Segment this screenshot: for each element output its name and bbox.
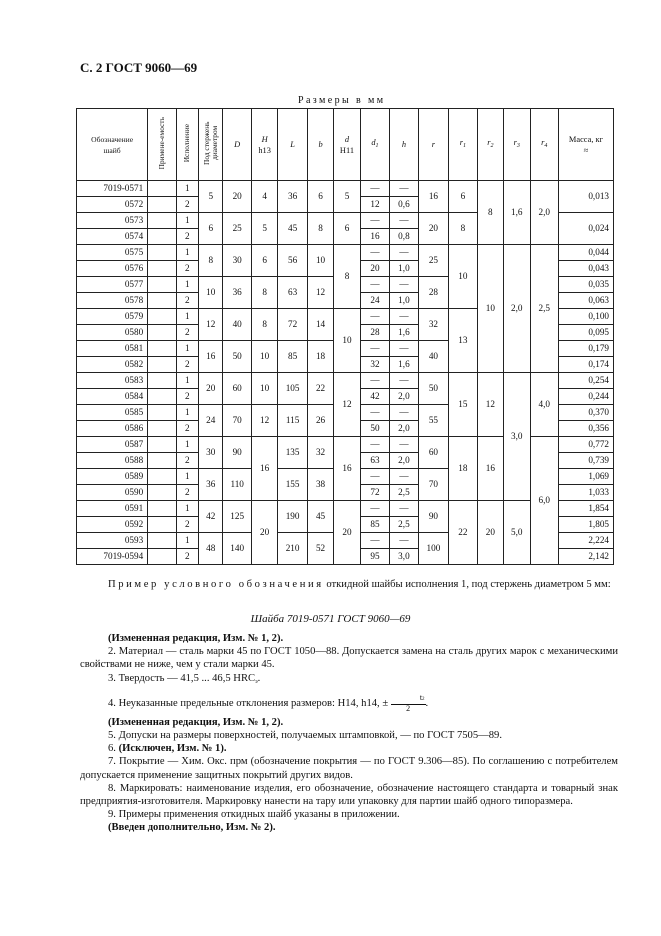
cell-r: 50 (418, 373, 449, 405)
header-designation: Обозначение шайб (77, 109, 148, 181)
cell-rod: 36 (199, 469, 223, 501)
cell-b: 12 (307, 277, 333, 309)
cell-r3: 1,6 (504, 181, 530, 245)
cell-d1: 85 (360, 517, 389, 533)
cell-mass: 0,100 (558, 309, 613, 325)
cell-h: 2,5 (390, 517, 418, 533)
cell-execution: 1 (176, 213, 198, 229)
cell-applicability (148, 245, 176, 261)
cell-d1: 20 (360, 261, 389, 277)
cell-designation: 7019-0571 (77, 181, 148, 197)
cell-designation: 0586 (77, 421, 148, 437)
cell-l: 72 (278, 309, 307, 341)
cell-mass: 2,224 (558, 533, 613, 549)
cell-d: 40 (223, 309, 251, 341)
cell-d1: 95 (360, 549, 389, 565)
header-d1: $d_1$ (360, 109, 389, 181)
cell-applicability (148, 309, 176, 325)
cell-applicability (148, 229, 176, 245)
cell-applicability (148, 485, 176, 501)
cell-d1: 63 (360, 453, 389, 469)
cell-designation: 0574 (77, 229, 148, 245)
cell-r1: 8 (449, 213, 477, 245)
cell-d1: — (360, 213, 389, 229)
cell-execution: 2 (176, 421, 198, 437)
cell-rod: 12 (199, 309, 223, 341)
cell-designation: 0584 (77, 389, 148, 405)
cell-d: 90 (223, 437, 251, 469)
cell-rod: 30 (199, 437, 223, 469)
cell-designation: 0590 (77, 485, 148, 501)
cell-r3: 3,0 (504, 373, 530, 501)
cell-d1: — (360, 469, 389, 485)
cell-h: — (390, 213, 418, 229)
cell-rod: 16 (199, 341, 223, 373)
cell-d1: 42 (360, 389, 389, 405)
cell-d1: 12 (360, 197, 389, 213)
cell-d: 12 (334, 373, 360, 437)
cell-applicability (148, 469, 176, 485)
cell-mass: 0,370 (558, 405, 613, 421)
cell-mass: 0,244 (558, 389, 613, 405)
dimensions-table (76, 108, 614, 565)
cell-r4: 6,0 (530, 437, 558, 565)
cell-rod: 5 (199, 181, 223, 213)
cell-mass: 0,013 (558, 181, 613, 213)
header-r1: $r_1$ (449, 109, 477, 181)
cell-b: 22 (307, 373, 333, 405)
units-caption: Размеры в мм (298, 95, 386, 106)
cell-applicability (148, 549, 176, 565)
header-b: b (307, 109, 333, 181)
cell-mass: 0,739 (558, 453, 613, 469)
cell-r1: 22 (449, 501, 477, 565)
cell-h: 8 (251, 277, 277, 309)
cell-l: 85 (278, 341, 307, 373)
header-L: L (278, 109, 307, 181)
header-r4: $r_4$ (530, 109, 558, 181)
cell-execution: 2 (176, 453, 198, 469)
cell-d: 10 (334, 309, 360, 373)
cell-mass: 1,033 (558, 485, 613, 501)
header-D: D (223, 109, 251, 181)
cell-execution: 1 (176, 469, 198, 485)
cell-d1: — (360, 501, 389, 517)
cell-d: 110 (223, 469, 251, 501)
cell-d1: — (360, 405, 389, 421)
cell-execution: 1 (176, 373, 198, 389)
header-applicability: Примене-емость (148, 109, 176, 181)
tolerance-fraction: $\frac{t2}{2}$ (391, 694, 426, 713)
cell-h: — (390, 437, 418, 453)
cell-d1: 24 (360, 293, 389, 309)
cell-r1: 13 (449, 309, 477, 373)
cell-applicability (148, 341, 176, 357)
header-H: H h13 (251, 109, 277, 181)
cell-r1: 15 (449, 373, 477, 437)
cell-applicability (148, 197, 176, 213)
cell-execution: 2 (176, 325, 198, 341)
cell-h: 8 (251, 309, 277, 341)
cell-rod: 48 (199, 533, 223, 565)
cell-h: — (390, 245, 418, 261)
table-body (77, 181, 614, 565)
document-paragraphs (80, 632, 618, 835)
paragraph-4: 4. Неуказанные предельные отклонения размеров: H14, h14, ± $\frac{t2}{2}$. (108, 692, 429, 713)
table-row (77, 437, 614, 453)
cell-execution: 2 (176, 261, 198, 277)
cell-designation: 0578 (77, 293, 148, 309)
cell-designation: 0575 (77, 245, 148, 261)
document-body (80, 578, 618, 591)
cell-r1: 10 (449, 245, 477, 309)
cell-b: 14 (307, 309, 333, 341)
paragraph-2: 2. Материал — сталь марки 45 по ГОСТ 1050—88. Допускается замена на сталь других марок с механическими свойствами не ниже, чем у стали марки 45. (80, 646, 618, 671)
cell-r4: 4,0 (530, 373, 558, 437)
cell-execution: 1 (176, 501, 198, 517)
cell-h: 0,8 (390, 229, 418, 245)
cell-h: 12 (251, 405, 277, 437)
header-r: r (418, 109, 449, 181)
cell-mass: 1,854 (558, 501, 613, 517)
cell-mass: 0,063 (558, 293, 613, 309)
cell-execution: 1 (176, 245, 198, 261)
cell-d: 125 (223, 501, 251, 533)
cell-applicability (148, 517, 176, 533)
cell-applicability (148, 501, 176, 517)
cell-d1: 28 (360, 325, 389, 341)
cell-r2: 16 (477, 437, 503, 501)
cell-h: — (390, 533, 418, 549)
cell-execution: 2 (176, 357, 198, 373)
paragraph-3: 3. Твердость — 41,5 ... 46,5 $HRC_э$. (108, 672, 261, 685)
cell-h: 10 (251, 373, 277, 405)
cell-rod: 8 (199, 245, 223, 277)
cell-h: 1,6 (390, 357, 418, 373)
cell-execution: 1 (176, 405, 198, 421)
cell-r: 25 (418, 245, 449, 277)
cell-r2: 20 (477, 501, 503, 565)
cell-applicability (148, 533, 176, 549)
cell-execution: 1 (176, 181, 198, 197)
cell-r2: 8 (477, 181, 503, 245)
cell-h: 1,0 (390, 261, 418, 277)
header-r2: $r_2$ (477, 109, 503, 181)
cell-d: 5 (334, 181, 360, 213)
cell-mass: 0,044 (558, 245, 613, 261)
cell-r1: 18 (449, 437, 477, 501)
cell-d: 30 (223, 245, 251, 277)
cell-h: 3,0 (390, 549, 418, 565)
cell-d1: — (360, 373, 389, 389)
cell-h: 2,5 (390, 485, 418, 501)
cell-mass: 1,069 (558, 469, 613, 485)
cell-designation: 0582 (77, 357, 148, 373)
revision-note-2: (Измененная редакция, Изм. № 1, 2). (108, 716, 284, 728)
paragraph-8: 8. Маркировать: наименование изделия, его обозначение, обозначение настоящего стандарта и товарный знак предприятия-изготовителя. Маркировку нанести на тару или упаковку для партии шайб одного типоразмера. (80, 782, 618, 808)
cell-execution: 2 (176, 293, 198, 309)
cell-execution: 2 (176, 229, 198, 245)
cell-applicability (148, 261, 176, 277)
revision-note-1: (Измененная редакция, Изм. № 1, 2). (108, 633, 284, 644)
cell-execution: 1 (176, 309, 198, 325)
cell-d: 70 (223, 405, 251, 437)
cell-r3: 2,0 (504, 245, 530, 373)
header-rod-diameter: Под стержень диаметром (199, 109, 223, 181)
cell-mass: 0,254 (558, 373, 613, 389)
paragraph-6: 6. (Исключен, Изм. № 1). (108, 743, 227, 755)
cell-execution: 1 (176, 341, 198, 357)
example-intro: Пример условного обозначения откидной шайбы исполнения 1, под стержень диаметром 5 мм: (108, 579, 611, 590)
cell-rod: 42 (199, 501, 223, 533)
cell-d1: 32 (360, 357, 389, 373)
cell-h: — (390, 309, 418, 325)
cell-l: 45 (278, 213, 307, 245)
cell-d1: — (360, 309, 389, 325)
cell-mass: 0,772 (558, 437, 613, 453)
cell-r: 32 (418, 309, 449, 341)
cell-applicability (148, 213, 176, 229)
cell-d: 140 (223, 533, 251, 565)
cell-designation: 0588 (77, 453, 148, 469)
cell-r: 70 (418, 469, 449, 501)
cell-r: 55 (418, 405, 449, 437)
cell-rod: 6 (199, 213, 223, 245)
cell-designation: 0581 (77, 341, 148, 357)
cell-d1: — (360, 245, 389, 261)
cell-h: 5 (251, 213, 277, 245)
cell-h: — (390, 277, 418, 293)
cell-designation: 0576 (77, 261, 148, 277)
cell-b: 18 (307, 341, 333, 373)
cell-designation: 0585 (77, 405, 148, 421)
cell-h: 20 (251, 501, 277, 565)
cell-b: 10 (307, 245, 333, 277)
cell-execution: 1 (176, 533, 198, 549)
cell-d: 25 (223, 213, 251, 245)
cell-h: 0,6 (390, 197, 418, 213)
cell-l: 56 (278, 245, 307, 277)
cell-h: 6 (251, 245, 277, 277)
cell-r: 60 (418, 437, 449, 469)
cell-execution: 2 (176, 549, 198, 565)
page-header: С. 2 ГОСТ 9060—69 (80, 60, 198, 75)
cell-h: — (390, 341, 418, 357)
cell-mass: 0,179 (558, 341, 613, 357)
cell-h: — (390, 405, 418, 421)
cell-b: 32 (307, 437, 333, 469)
cell-d: 60 (223, 373, 251, 405)
cell-b: 8 (307, 213, 333, 245)
cell-r: 16 (418, 181, 449, 213)
cell-r1: 6 (449, 181, 477, 213)
cell-d1: 16 (360, 229, 389, 245)
cell-h: 2,0 (390, 389, 418, 405)
cell-h: 1,6 (390, 325, 418, 341)
cell-applicability (148, 437, 176, 453)
cell-mass: 1,805 (558, 517, 613, 533)
cell-d: 16 (334, 437, 360, 501)
cell-b: 45 (307, 501, 333, 533)
example-designation: Шайба 7019-0571 ГОСТ 9060—69 (250, 613, 411, 625)
cell-designation: 0573 (77, 213, 148, 229)
table-row (77, 373, 614, 389)
cell-r2: 10 (477, 245, 503, 373)
cell-designation: 0589 (77, 469, 148, 485)
paragraph-7: 7. Покрытие — Хим. Окс. прм (обозначение покрытия — по ГОСТ 9.306—85). По соглашению с потребителем допускается применение защитных покрытий других видов. (80, 756, 618, 781)
cell-r2: 12 (477, 373, 503, 437)
cell-h: — (390, 373, 418, 389)
cell-designation: 0580 (77, 325, 148, 341)
cell-d: 20 (223, 181, 251, 213)
cell-applicability (148, 277, 176, 293)
cell-l: 115 (278, 405, 307, 437)
cell-designation: 0579 (77, 309, 148, 325)
cell-l: 135 (278, 437, 307, 469)
cell-d1: — (360, 181, 389, 197)
cell-l: 105 (278, 373, 307, 405)
cell-r3: 5,0 (504, 501, 530, 565)
cell-rod: 10 (199, 277, 223, 309)
cell-d: 20 (334, 501, 360, 565)
cell-rod: 20 (199, 373, 223, 405)
cell-applicability (148, 181, 176, 197)
cell-r4: 2,5 (530, 245, 558, 373)
cell-d1: 72 (360, 485, 389, 501)
cell-mass: 0,356 (558, 421, 613, 437)
cell-mass: 0,024 (558, 213, 613, 245)
cell-designation: 0591 (77, 501, 148, 517)
cell-execution: 2 (176, 197, 198, 213)
cell-h: 4 (251, 181, 277, 213)
cell-applicability (148, 389, 176, 405)
cell-d1: — (360, 341, 389, 357)
cell-execution: 2 (176, 485, 198, 501)
header-r3: $r_3$ (504, 109, 530, 181)
table-row (77, 245, 614, 261)
cell-h: 1,0 (390, 293, 418, 309)
cell-execution: 1 (176, 437, 198, 453)
header-d: d H11 (334, 109, 360, 181)
cell-designation: 0592 (77, 517, 148, 533)
cell-b: 6 (307, 181, 333, 213)
added-note: (Введен дополнительно, Изм. № 2). (108, 822, 276, 834)
paragraph-9: 9. Примеры применения откидных шайб указаны в приложении. (108, 809, 400, 821)
cell-execution: 2 (176, 389, 198, 405)
cell-mass: 0,035 (558, 277, 613, 293)
cell-applicability (148, 357, 176, 373)
cell-l: 210 (278, 533, 307, 565)
cell-h: — (390, 501, 418, 517)
cell-h: 10 (251, 341, 277, 373)
header-mass: Масса, кг ≈ (558, 109, 613, 181)
cell-applicability (148, 293, 176, 309)
cell-r4: 2,0 (530, 181, 558, 245)
cell-l: 36 (278, 181, 307, 213)
cell-d1: — (360, 437, 389, 453)
cell-r: 100 (418, 533, 449, 565)
cell-applicability (148, 373, 176, 389)
header-h: h (390, 109, 418, 181)
paragraph-5: 5. Допуски на размеры поверхностей, получаемых штамповкой, — по ГОСТ 7505—89. (108, 730, 502, 742)
cell-designation: 7019-0594 (77, 549, 148, 565)
cell-r: 28 (418, 277, 449, 309)
cell-b: 52 (307, 533, 333, 565)
cell-applicability (148, 325, 176, 341)
cell-d1: — (360, 277, 389, 293)
table-row (77, 181, 614, 197)
cell-execution: 1 (176, 277, 198, 293)
cell-mass: 0,043 (558, 261, 613, 277)
cell-designation: 0577 (77, 277, 148, 293)
cell-designation: 0587 (77, 437, 148, 453)
cell-h: 16 (251, 437, 277, 501)
cell-d: 36 (223, 277, 251, 309)
cell-d1: — (360, 533, 389, 549)
cell-mass: 0,174 (558, 357, 613, 373)
cell-l: 63 (278, 277, 307, 309)
cell-r: 90 (418, 501, 449, 533)
cell-d: 8 (334, 245, 360, 309)
cell-execution: 2 (176, 517, 198, 533)
cell-r: 40 (418, 341, 449, 373)
cell-applicability (148, 453, 176, 469)
cell-l: 155 (278, 469, 307, 501)
cell-h: — (390, 469, 418, 485)
cell-d1: 50 (360, 421, 389, 437)
cell-d: 6 (334, 213, 360, 245)
cell-d: 50 (223, 341, 251, 373)
cell-applicability (148, 405, 176, 421)
cell-mass: 2,142 (558, 549, 613, 565)
cell-b: 38 (307, 469, 333, 501)
cell-b: 26 (307, 405, 333, 437)
cell-h: 2,0 (390, 453, 418, 469)
cell-h: — (390, 181, 418, 197)
cell-h: 2,0 (390, 421, 418, 437)
cell-mass: 0,095 (558, 325, 613, 341)
cell-designation: 0593 (77, 533, 148, 549)
header-execution: Исполнение (176, 109, 198, 181)
cell-designation: 0572 (77, 197, 148, 213)
cell-rod: 24 (199, 405, 223, 437)
cell-r: 20 (418, 213, 449, 245)
cell-designation: 0583 (77, 373, 148, 389)
cell-applicability (148, 421, 176, 437)
cell-l: 190 (278, 501, 307, 533)
